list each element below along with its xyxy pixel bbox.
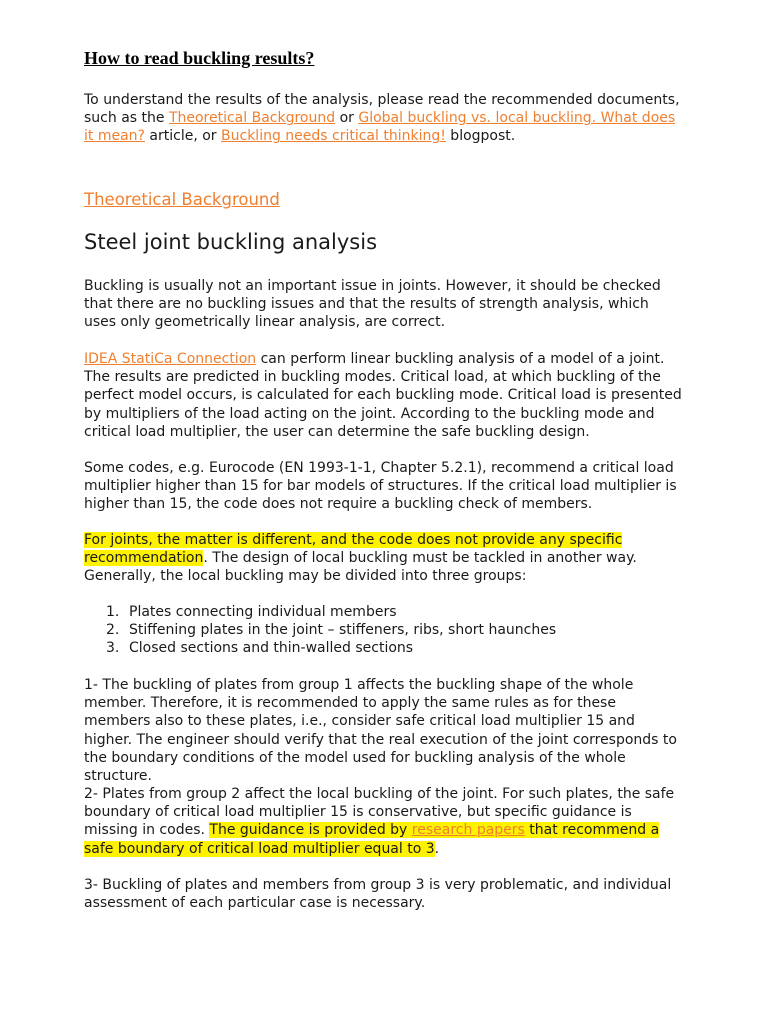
paragraph-1: Buckling is usually not an important issue in joints. However, it should be checked that there are no buckling issues and that the results of strength analysis, which uses only geometrically linear analysis, are correct. bbox=[84, 278, 661, 331]
intro-text-2: or bbox=[335, 110, 359, 127]
paragraph-4-text: . The design of local buckling must be tackled in another way. Generally, the local buckling may be divided into three groups: bbox=[84, 550, 637, 585]
list-item-number: 3. bbox=[106, 640, 120, 657]
section-heading: Steel joint buckling analysis bbox=[84, 230, 378, 254]
list-item-text: Stiffening plates in the joint – stiffeners, ribs, short haunches bbox=[129, 622, 557, 639]
paragraph-6-text: 2- Plates from group 2 affect the local buckling of the joint. For such plates, the safe boundary of critical load multiplier 15 is conservative, but specific guidance is missing in codes. bbox=[84, 786, 675, 839]
buckling-groups-list bbox=[84, 603, 556, 658]
theoretical-background-link[interactable]: Theoretical Background bbox=[168, 110, 336, 127]
intro-paragraph bbox=[84, 91, 684, 146]
intro-text-3: article, or bbox=[144, 128, 222, 145]
list-item-number: 2. bbox=[106, 622, 120, 639]
section-link-paragraph bbox=[84, 190, 280, 209]
list-item-number: 1. bbox=[106, 604, 120, 620]
list-item bbox=[84, 603, 556, 621]
list-item-text: Closed sections and thin-walled sections bbox=[129, 640, 414, 657]
paragraph-5: 1- The buckling of plates from group 1 affects the buckling shape of the whole member. Therefore, it is recommended to apply the same rules as for these members also to these plates, i.e., consider safe critical load multiplier 15 and higher. The engineer should verify that the real execution of the joint corresponds to the boundary conditions of the model used for buckling analysis of the whole structure. bbox=[84, 677, 677, 785]
paragraph-4 bbox=[84, 531, 684, 586]
page-title: How to read buckling results? bbox=[84, 48, 315, 68]
paragraph-3: Some codes, e.g. Eurocode (EN 1993-1-1, Chapter 5.2.1), recommend a critical load multiplier higher than 15 for bar models of structures. If the critical load multiplier is higher than 15, the code does not require a buckling check of members. bbox=[84, 460, 677, 513]
research-papers-link[interactable]: research papers bbox=[411, 822, 525, 839]
global-vs-local-buckling-link[interactable]: Global buckling vs. local buckling. What does it mean? bbox=[84, 110, 676, 145]
paragraph-6-end: . bbox=[434, 840, 440, 857]
paragraph-6-highlight-1: The guidance is provided by bbox=[209, 822, 412, 839]
theoretical-background-section-link[interactable]: Theoretical Background bbox=[84, 190, 280, 209]
paragraph-2-text: can perform linear buckling analysis of a model of a joint. The results are predicted in buckling modes. Critical load, at which buckling of the perfect model occurs, is calculated for each buckling mode. Critical load is presented by multipliers of the load acting on the joint. According to the buckling mode and critical load multiplier, the user can determine the safe buckling design. bbox=[84, 351, 682, 440]
paragraph-6-highlight-2: that recommend a safe boundary of critical load multiplier equal to 3 bbox=[84, 822, 660, 857]
paragraph-4-highlight: For joints, the matter is different, and the code does not provide any specific recommendation bbox=[84, 532, 623, 567]
list-item bbox=[84, 621, 556, 639]
idea-statica-connection-link[interactable]: IDEA StatiCa Connection bbox=[84, 351, 257, 367]
buckling-critical-thinking-link[interactable]: Buckling needs critical thinking! bbox=[221, 128, 446, 145]
intro-text-4: blogpost. bbox=[445, 128, 516, 145]
intro-text-1: To understand the results of the analysis, please read the recommended documents, such as the bbox=[84, 92, 680, 127]
paragraph-2 bbox=[84, 350, 684, 441]
paragraph-6 bbox=[84, 785, 684, 858]
list-item-text: Plates connecting individual members bbox=[129, 604, 397, 620]
paragraph-7: 3- Buckling of plates and members from group 3 is very problematic, and individual assessment of each particular case is necessary. bbox=[84, 877, 672, 912]
list-item bbox=[84, 639, 556, 657]
